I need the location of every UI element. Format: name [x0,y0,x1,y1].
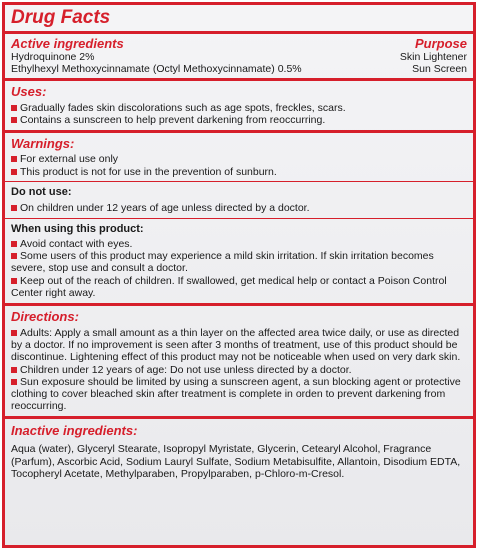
list-item: Gradually fades skin discolorations such as age spots, freckles, scars. [11,102,467,114]
panel-title: Drug Facts [11,7,111,28]
active-ingredient: Ethylhexyl Methoxycinnamate (Octyl Methoxycinnamate) 0.5% [11,63,302,75]
list-item: Avoid contact with eyes. [11,238,467,250]
warnings-section [5,133,473,180]
do-not-use-heading: Do not use: [11,185,72,198]
drug-facts-panel [2,2,476,548]
bullet-icon [11,169,17,175]
active-ingredient: Hydroquinone 2% [11,51,95,63]
directions-heading: Directions: [11,309,79,325]
bullet-icon [11,205,17,211]
uses-heading: Uses: [11,84,47,99]
when-using-section [5,219,473,303]
inactive-ingredients-text: Aqua (water), Glyceryl Stearate, Isopropyl Myristate, Glycerin, Cetearyl Alcohol, Fragrance (Parfum), Ascorbic Acid, Sodium Lauryl Sulfate, Sodium Metabisulfite, Allantoin, Disodium EDTA, Tocopheryl Acetate, Methylparaben, Propylparaben, p-Chloro-m-Cresol. [11,443,461,480]
list-item: Children under 12 years of age: Do not use unless directed by a doctor. [11,364,467,376]
list-item: Contains a sunscreen to help prevent darkening from reoccurring. [11,114,467,126]
active-row [11,51,467,63]
list-item: For external use only [11,153,467,165]
bullet-icon [11,156,17,162]
bullet-icon [11,330,17,336]
warnings-heading: Warnings: [11,136,75,152]
list-item: Keep out of the reach of children. If swallowed, get medical help or contact a Poison Control Center right away. [11,274,447,299]
bullet-icon [11,379,17,385]
list-item: This product is not for use in the prevention of sunburn. [11,166,467,178]
active-ingredients-section [5,34,473,78]
bullet-icon [11,367,17,373]
bullet-icon [11,241,17,247]
list-item: Some users of this product may experience a mild skin irritation. If skin irritation becomes severe, stop use and consult a doctor. [11,250,434,275]
uses-section [5,81,473,130]
active-purpose: Sun Screen [412,63,467,75]
do-not-use-section [5,182,473,218]
active-purpose: Skin Lightener [399,51,467,63]
list-item: On children under 12 years of age unless directed by a doctor. [11,202,467,214]
bullet-icon [11,278,17,284]
list-item: Sun exposure should be limited by using a sunscreen agent, a sun blocking agent or protective clothing to cover bleached skin after treatment is complete in orden to prevent darkening from reoccurring. [11,375,461,413]
bullet-icon [11,253,17,259]
purpose-heading: Purpose [414,36,467,51]
bullet-icon [11,117,17,123]
inactive-ingredients-heading: Inactive ingredients: [11,423,138,439]
list-item: Adults: Apply a small amount as a thin layer on the affected area twice daily, or use as directed by a doctor. If no improvement is seen after 3 months of treatment, use of this product should be discontinue. Lightening effect of this product may not be noticeable when used on very dark skin. [11,327,461,364]
active-row [11,63,467,75]
when-using-heading: When using this product: [11,223,144,236]
directions-section [5,306,473,416]
bullet-icon [11,105,17,111]
inactive-ingredients-section [5,419,473,480]
active-ingredients-heading: Active ingredients [11,36,124,51]
